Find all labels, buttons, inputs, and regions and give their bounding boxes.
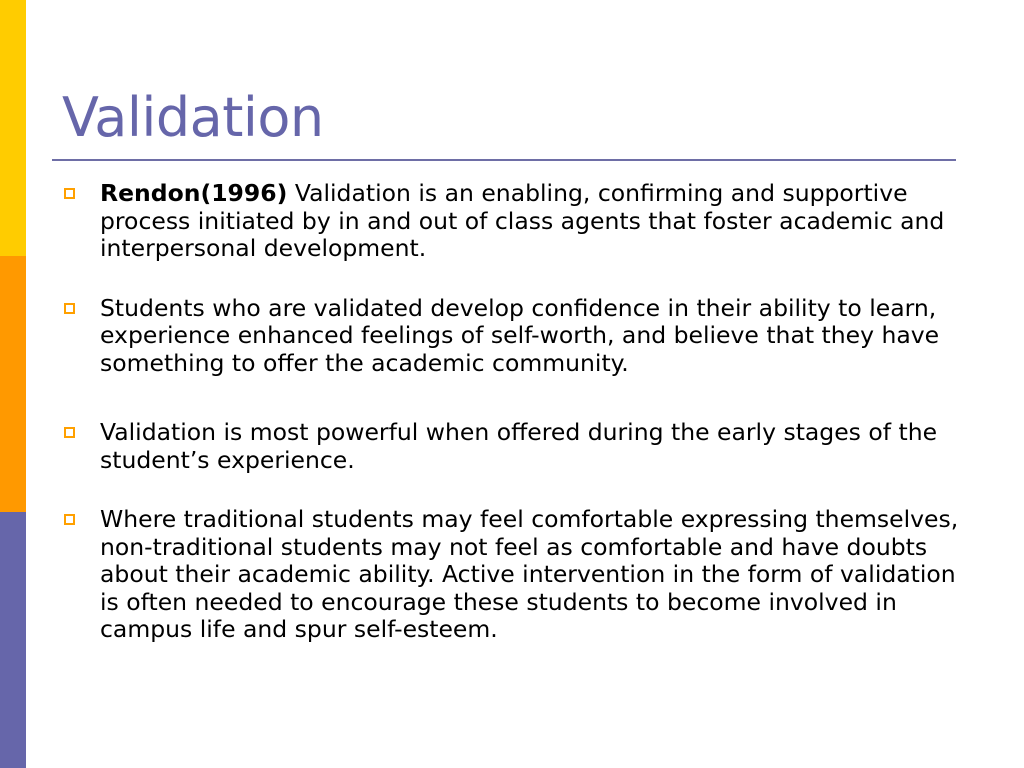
title-divider [52, 159, 956, 161]
bullet-item-non-traditional [64, 506, 964, 644]
bullet-list [64, 180, 964, 644]
bullet-item-early-stages [64, 419, 964, 474]
square-bullet-icon [64, 427, 75, 438]
bullet-item-rendon [64, 180, 964, 263]
side-bar-yellow [0, 0, 26, 256]
side-color-bar [0, 0, 26, 768]
square-bullet-icon [64, 514, 75, 525]
side-bar-purple [0, 512, 26, 768]
square-bullet-icon [64, 188, 75, 199]
bullet-lead-citation: Rendon(1996) [100, 179, 288, 207]
side-bar-orange [0, 256, 26, 512]
bullet-text: Where traditional students may feel comfortable expressing themselves, non-traditional students may not feel as comfortable and have doubts about their academic ability. Active intervention in the form of validation is often needed to encourage these students to become involved in campus life and spur self-esteem. [100, 505, 959, 643]
slide-title: Validation [62, 86, 324, 149]
bullet-text: Students who are validated develop confidence in their ability to learn, experience enhanced feelings of self-worth, and believe that they have something to offer the academic community. [100, 293, 940, 377]
bullet-text: Validation is an enabling, confirming and supportive process initiated by in and out of class agents that foster academic and interpersonal development. [100, 179, 945, 262]
square-bullet-icon [64, 303, 75, 314]
bullet-item-validated-students [64, 295, 964, 378]
bullet-text: Validation is most powerful when offered during the early stages of the student’s experience. [100, 418, 938, 474]
